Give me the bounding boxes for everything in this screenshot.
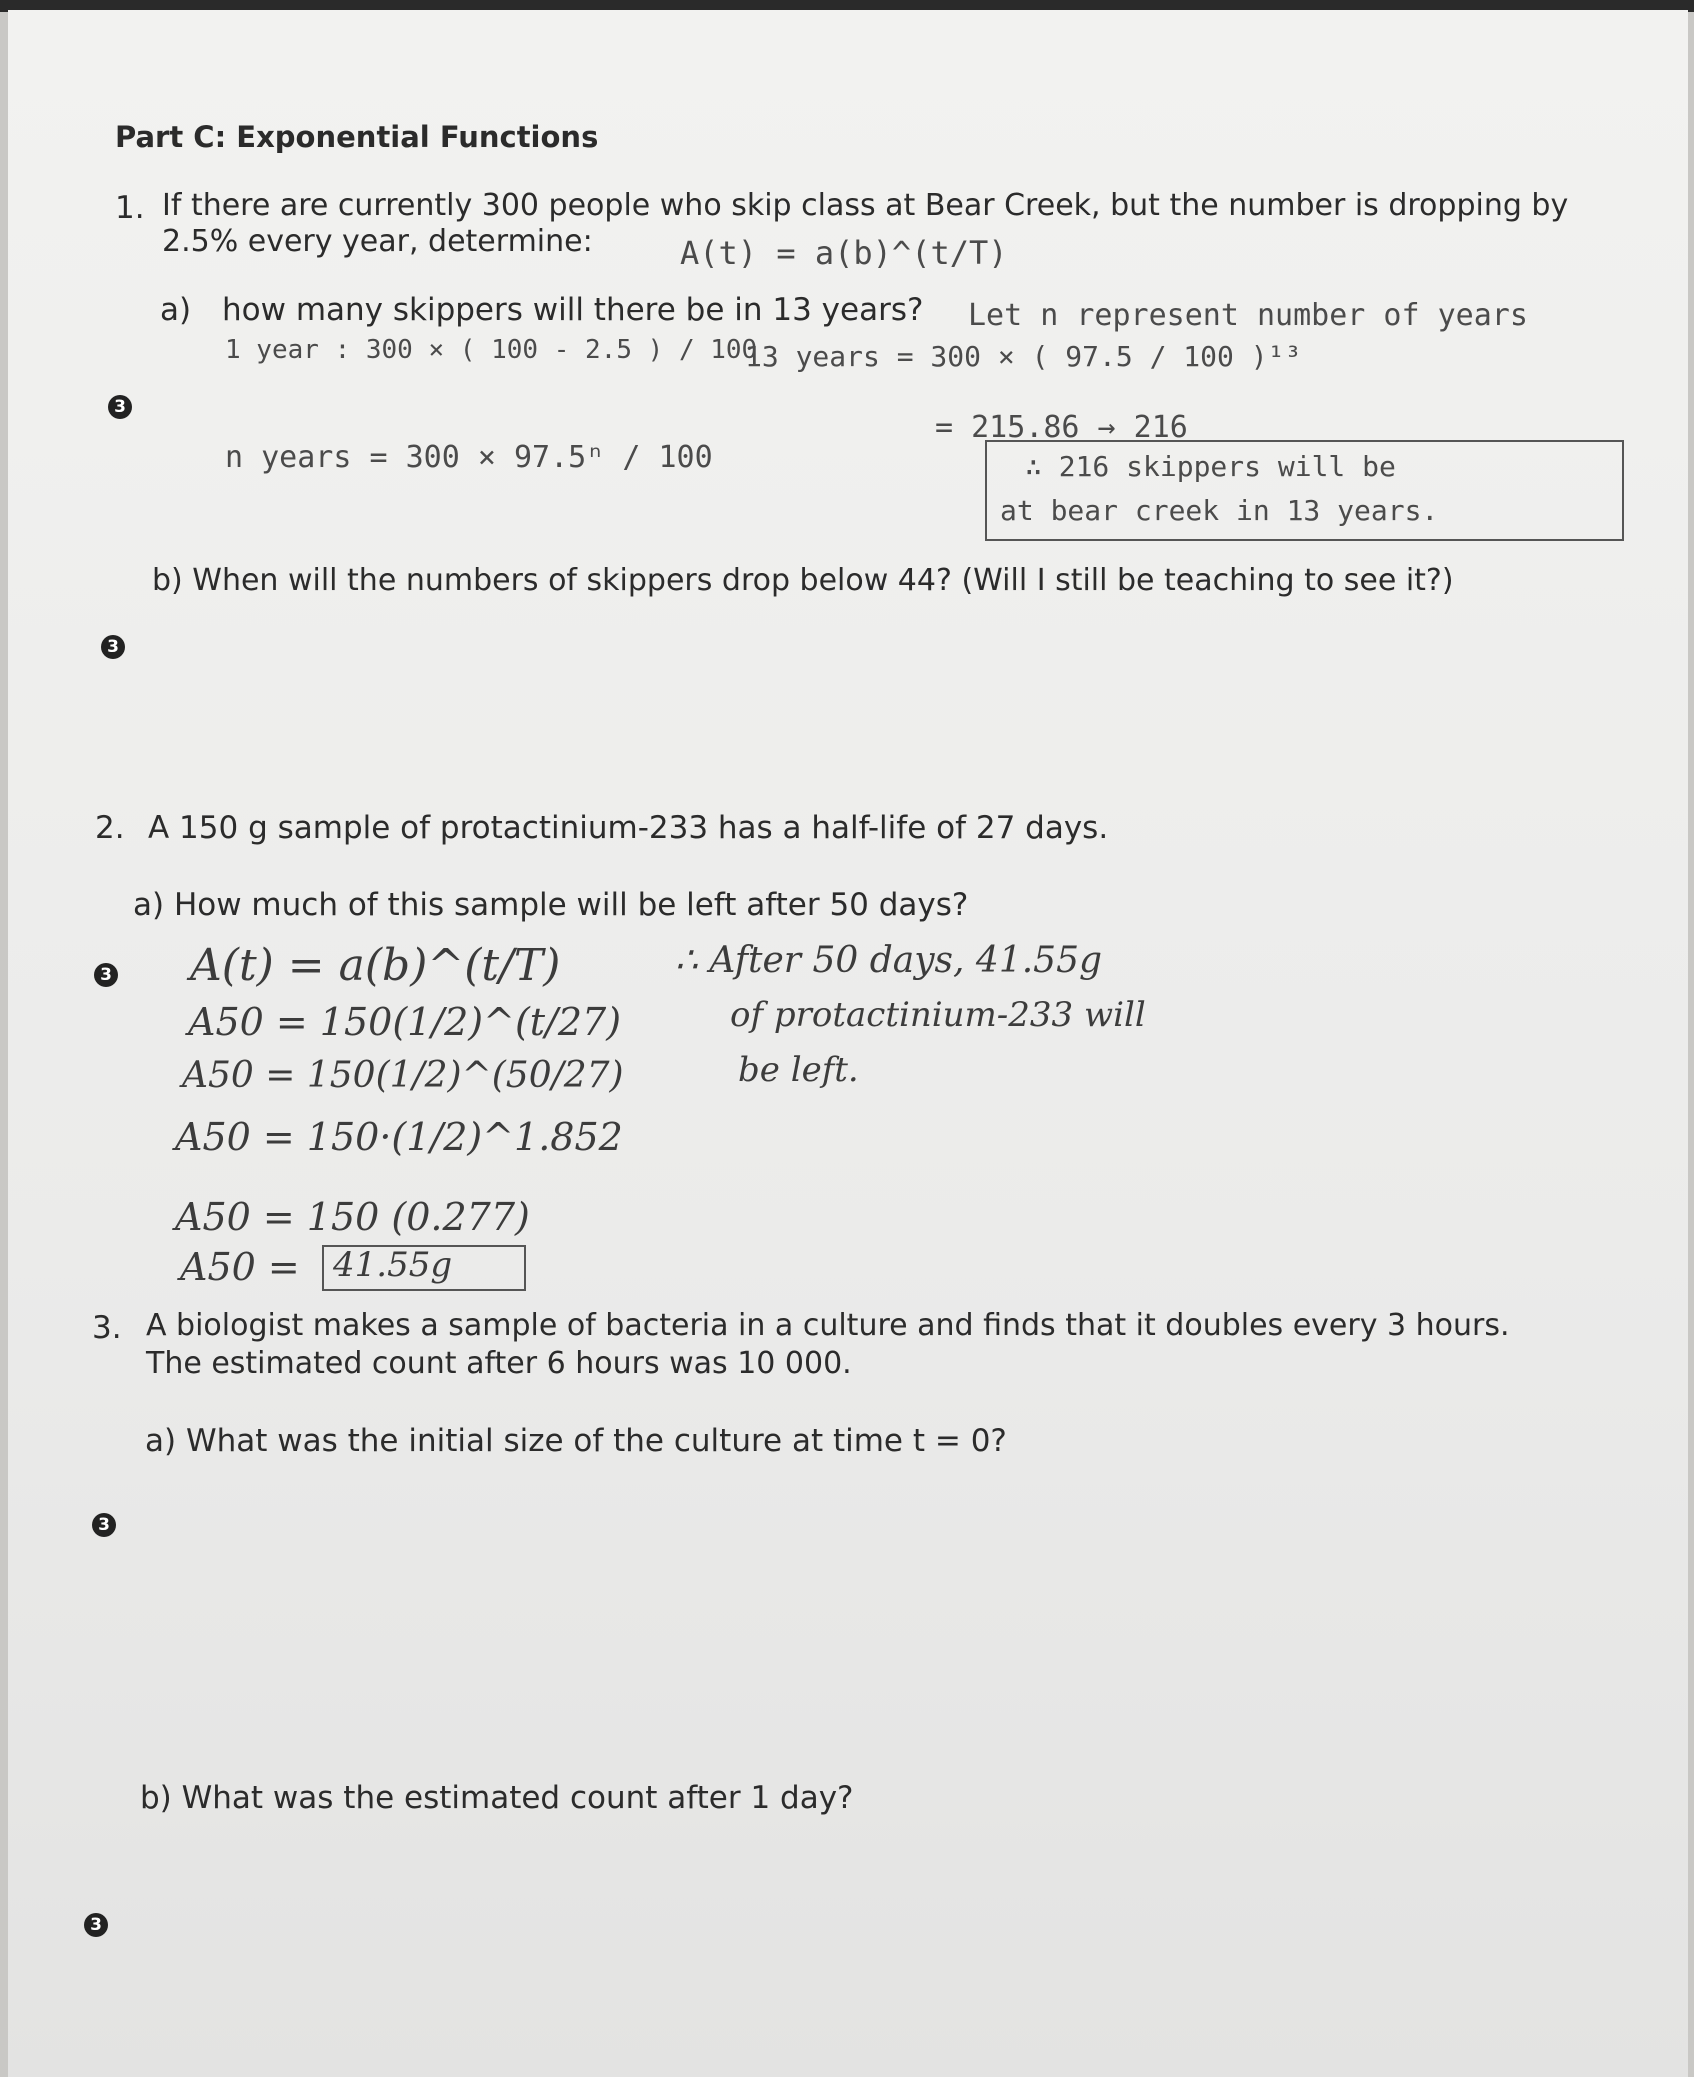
mark-q1b: 3 [101,635,125,659]
q2-number: 2. [95,810,125,846]
q1a-note: Let n represent number of years [968,298,1528,333]
q2a-work-line4: A50 = 150·(1/2)^1.852 [175,1115,623,1159]
q1a-question: how many skippers will there be in 13 years? [222,292,924,328]
q3-text-line1: A biologist makes a sample of bacteria in a culture and finds that it doubles every 3 hours. [146,1308,1510,1343]
q3a-question: a) What was the initial size of the culture at time t = 0? [145,1423,1007,1459]
q1-text-line2: 2.5% every year, determine: [162,224,593,259]
q2a-work-line5: A50 = 150 (0.277) [175,1195,530,1239]
q3-text-line2: The estimated count after 6 hours was 10 000. [146,1346,852,1381]
q2a-conclusion-line1: ∴ After 50 days, 41.55g [675,940,1103,981]
mark-q2a: 3 [94,963,118,987]
q1-text-line1: If there are currently 300 people who skip class at Bear Creek, but the number is dropping by [162,188,1569,223]
q1a-answer-line1: ∴ 216 skippers will be [1025,450,1396,483]
q1a-work-13years: 13 years = 300 × ( 97.5 / 100 )¹³ [745,340,1302,373]
q1-number: 1. [115,190,145,226]
q2a-work-line2: A50 = 150(1/2)^(t/27) [188,1000,622,1044]
q2a-question: a) How much of this sample will be left after 50 days? [133,887,969,923]
q2a-conclusion-line3: be left. [738,1050,859,1090]
q1a-answer-line2: at bear creek in 13 years. [1000,494,1439,527]
q1a-work-nyears: n years = 300 × 97.5ⁿ / 100 [225,440,713,475]
q1a-work-1year: 1 year : 300 × ( 100 - 2.5 ) / 100 [225,335,758,365]
mark-q3b: 3 [84,1913,108,1937]
q2a-work-line3: A50 = 150(1/2)^(50/27) [182,1055,624,1096]
q2a-conclusion-line2: of protactinium-233 will [730,995,1146,1035]
mark-q3a: 3 [92,1513,116,1537]
q1a-label: a) [160,292,192,328]
q2a-boxed-answer: 41.55g [333,1245,453,1285]
q1a-work-result: = 215.86 → 216 [935,410,1188,445]
q1b-question: b) When will the numbers of skippers drop below 44? (Will I still be teaching to see it?) [152,563,1454,598]
q1-formula: A(t) = a(b)^(t/T) [680,234,1008,272]
q2a-work-line1: A(t) = a(b)^(t/T) [190,940,561,991]
mark-q1a: 3 [108,395,132,419]
q3-number: 3. [92,1310,122,1346]
q2-text: A 150 g sample of protactinium-233 has a half-life of 27 days. [148,810,1109,846]
q3b-question: b) What was the estimated count after 1 day? [140,1780,854,1816]
page-title: Part C: Exponential Functions [115,120,599,154]
q2a-work-line6: A50 = [180,1245,300,1289]
